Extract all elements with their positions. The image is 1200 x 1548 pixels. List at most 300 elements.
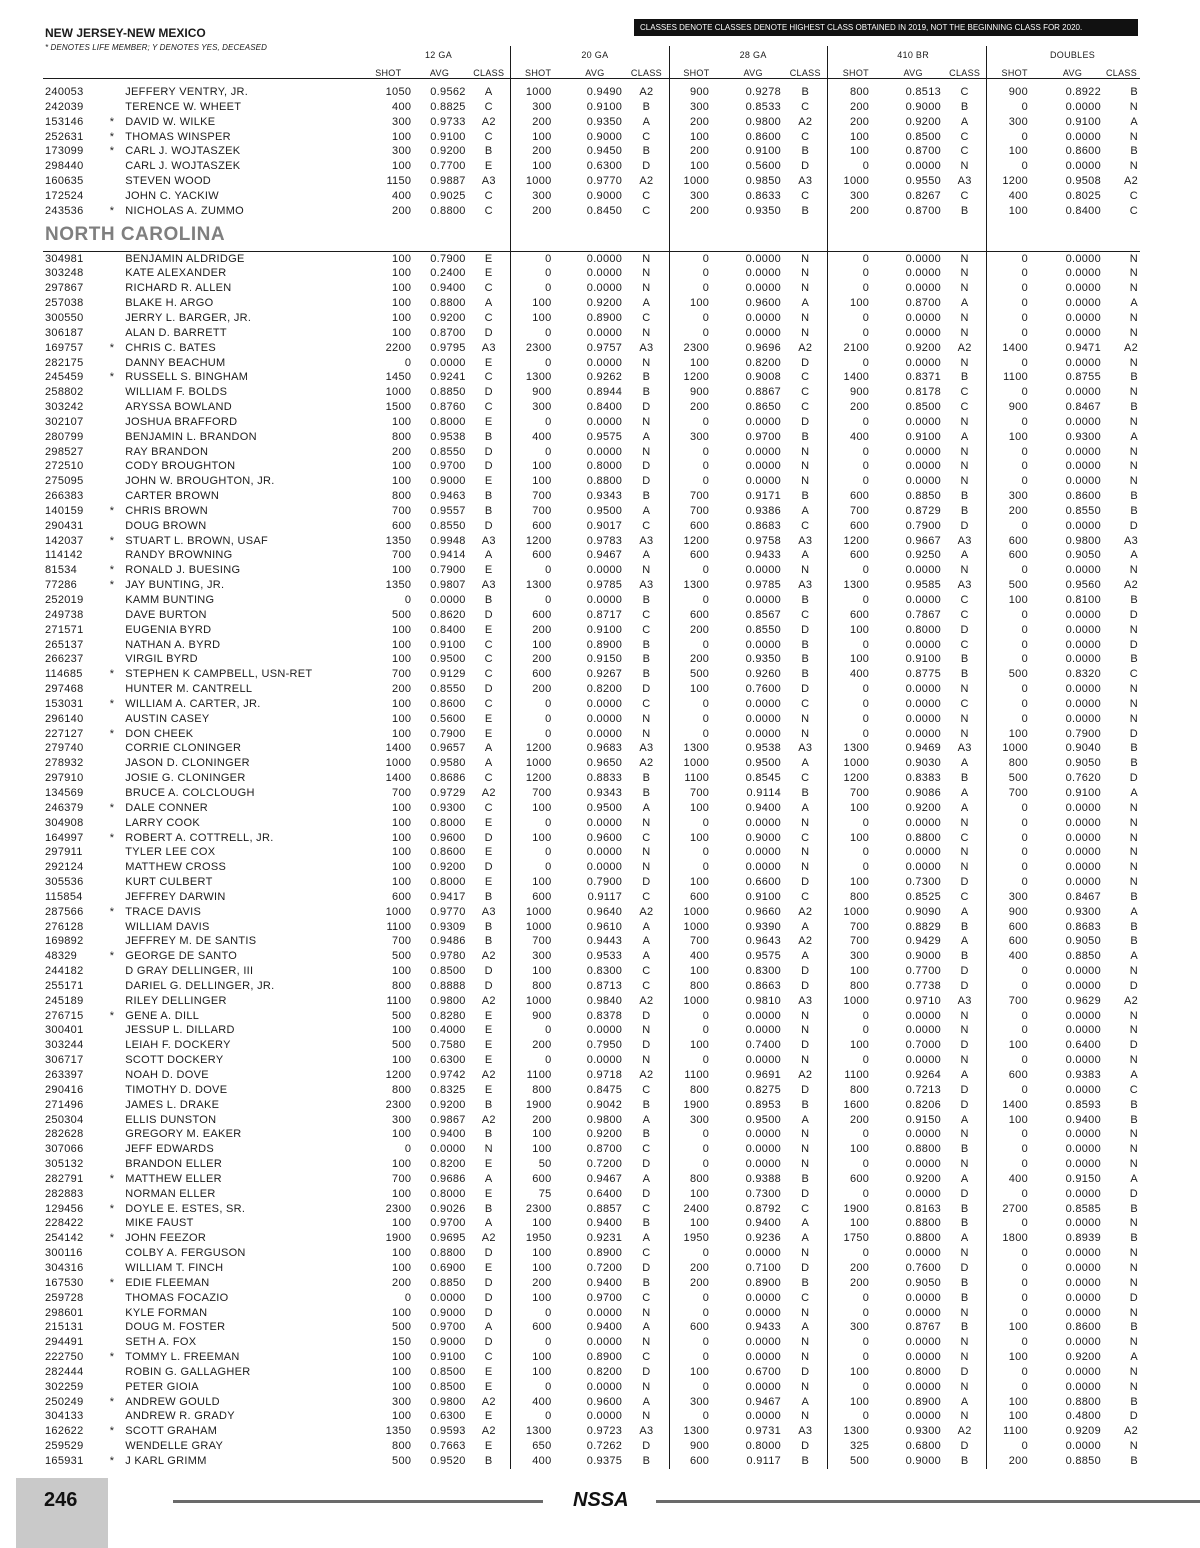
shot-12ga: 0 bbox=[404, 594, 412, 606]
class-28ga: A bbox=[801, 504, 810, 517]
avg-20ga: 0.9467 bbox=[586, 549, 623, 562]
class-28ga: B bbox=[801, 145, 810, 158]
avg-doubles: 0.8922 bbox=[1065, 86, 1102, 98]
life-member-mark bbox=[103, 415, 121, 430]
avg-20ga: 0.8200 bbox=[586, 1365, 623, 1378]
avg-28ga: 0.9350 bbox=[745, 204, 782, 217]
class-20ga: N bbox=[642, 356, 651, 369]
life-member-mark bbox=[103, 756, 121, 771]
shot-12ga: 1100 bbox=[386, 920, 412, 933]
shot-410: 100 bbox=[828, 1038, 883, 1053]
class-20ga: A3 bbox=[639, 1425, 654, 1438]
shot-doubles: 0 bbox=[987, 1187, 1042, 1202]
life-member-mark bbox=[103, 159, 121, 174]
member-id: 297911 bbox=[45, 846, 83, 859]
shot-12ga: 100 bbox=[392, 801, 412, 814]
shot-doubles: 900 bbox=[987, 85, 1042, 100]
shot-doubles: 600 bbox=[987, 534, 1042, 549]
shot-doubles: 700 bbox=[987, 786, 1042, 801]
member-id: 294491 bbox=[45, 1336, 84, 1349]
avg-410: 0.0000 bbox=[905, 712, 942, 725]
shot-20ga: 200 bbox=[510, 204, 565, 219]
shot-410: 0 bbox=[828, 682, 883, 697]
member-id: 243536 bbox=[45, 204, 84, 217]
class-doubles: C bbox=[1129, 1083, 1138, 1096]
table-row bbox=[43, 1038, 1140, 1053]
avg-20ga: 0.0000 bbox=[586, 252, 623, 265]
avg-12ga: 0.7900 bbox=[430, 564, 466, 577]
shot-410: 0 bbox=[828, 1187, 883, 1202]
avg-410: 0.8775 bbox=[905, 668, 942, 681]
shot-12ga: 100 bbox=[392, 460, 412, 473]
class-20ga: C bbox=[642, 890, 651, 903]
avg-20ga: 0.7200 bbox=[586, 1261, 623, 1274]
life-member-mark bbox=[103, 994, 121, 1009]
shooter-name: JAMES L. DRAKE bbox=[125, 1098, 220, 1111]
member-id: 252631 bbox=[45, 130, 84, 143]
avg-28ga: 0.9433 bbox=[745, 549, 782, 562]
avg-410: 0.9710 bbox=[905, 994, 942, 1007]
avg-doubles: 0.0000 bbox=[1065, 712, 1102, 725]
class-12ga: D bbox=[484, 965, 493, 978]
shot-doubles: 0 bbox=[987, 652, 1042, 667]
avg-doubles: 0.0000 bbox=[1065, 1143, 1102, 1156]
avg-410: 0.0000 bbox=[905, 638, 942, 651]
class-20ga: C bbox=[642, 519, 651, 532]
avg-20ga: 0.9343 bbox=[586, 786, 623, 799]
life-member-mark bbox=[103, 652, 121, 667]
class-20ga: B bbox=[642, 100, 651, 113]
shot-doubles: 0 bbox=[987, 266, 1042, 281]
shot-12ga: 800 bbox=[392, 1440, 412, 1453]
class-20ga: C bbox=[642, 1143, 651, 1156]
shot-20ga: 100 bbox=[510, 1365, 565, 1380]
class-28ga: N bbox=[801, 252, 810, 265]
shooter-name: STUART L. BROWN, USAF bbox=[125, 534, 269, 547]
shot-20ga: 100 bbox=[510, 1291, 565, 1306]
avg-doubles: 0.0000 bbox=[1065, 460, 1102, 473]
member-id: 266383 bbox=[45, 490, 84, 503]
avg-12ga: 0.9800 bbox=[430, 994, 466, 1007]
class-410: B bbox=[960, 504, 969, 517]
shot-12ga: 200 bbox=[392, 1276, 412, 1289]
class-doubles: B bbox=[1130, 935, 1138, 948]
avg-doubles: 0.9400 bbox=[1065, 1113, 1102, 1126]
life-member-mark: * bbox=[109, 1232, 115, 1245]
class-28ga: A bbox=[801, 950, 810, 963]
footer-rule-right bbox=[656, 1500, 1200, 1503]
avg-12ga: 0.8600 bbox=[430, 697, 466, 710]
table-row bbox=[43, 905, 1140, 920]
shot-410: 1300 bbox=[828, 741, 883, 756]
shot-doubles: 300 bbox=[987, 115, 1042, 130]
shot-28ga: 600 bbox=[669, 890, 723, 905]
shot-28ga: 300 bbox=[669, 189, 723, 204]
shot-doubles: 600 bbox=[987, 934, 1042, 949]
shot-20ga: 200 bbox=[510, 1113, 565, 1128]
shooter-name: BENJAMIN L. BRANDON bbox=[125, 430, 257, 443]
avg-20ga: 0.0000 bbox=[586, 697, 623, 710]
class-20ga: N bbox=[642, 252, 651, 265]
class-doubles: A2 bbox=[1123, 175, 1138, 188]
class-20ga: D bbox=[642, 876, 651, 889]
avg-28ga: 0.9731 bbox=[745, 1425, 782, 1438]
class-410: A2 bbox=[957, 1425, 972, 1438]
avg-doubles: 0.8025 bbox=[1065, 189, 1102, 202]
shot-20ga: 600 bbox=[510, 608, 565, 623]
shot-28ga: 1000 bbox=[669, 905, 723, 920]
avg-28ga: 0.0000 bbox=[745, 1247, 782, 1260]
avg-20ga: 0.8900 bbox=[586, 311, 623, 324]
avg-410: 0.8513 bbox=[905, 86, 942, 98]
shot-410: 0 bbox=[828, 266, 883, 281]
shot-12ga: 400 bbox=[392, 189, 412, 202]
class-28ga: N bbox=[801, 727, 810, 740]
shot-28ga: 0 bbox=[669, 1142, 723, 1157]
shot-28ga: 0 bbox=[669, 415, 723, 430]
class-20ga: B bbox=[642, 1276, 651, 1289]
avg-410: 0.0000 bbox=[905, 564, 942, 577]
shot-doubles: 1800 bbox=[987, 1231, 1042, 1246]
shot-28ga: 900 bbox=[669, 385, 723, 400]
shot-doubles: 0 bbox=[987, 712, 1042, 727]
shooter-name: RANDY BROWNING bbox=[125, 549, 233, 562]
class-doubles: N bbox=[1129, 876, 1138, 889]
class-410: A bbox=[960, 549, 969, 562]
avg-12ga: 0.8400 bbox=[430, 623, 466, 636]
shooter-name: KYLE FORMAN bbox=[125, 1306, 208, 1319]
class-410: N bbox=[960, 445, 969, 458]
shot-12ga: 100 bbox=[392, 1024, 412, 1037]
class-doubles: N bbox=[1129, 1158, 1138, 1171]
class-12ga: C bbox=[484, 668, 493, 681]
avg-12ga: 0.8686 bbox=[430, 772, 466, 785]
avg-410: 0.0000 bbox=[905, 1187, 942, 1200]
avg-doubles: 0.0000 bbox=[1065, 876, 1102, 889]
avg-28ga: 0.9467 bbox=[745, 1395, 782, 1408]
class-doubles: D bbox=[1129, 638, 1138, 651]
shot-28ga: 0 bbox=[669, 445, 723, 460]
class-20ga: A3 bbox=[639, 579, 654, 592]
class-410: C bbox=[960, 890, 969, 903]
class-12ga: E bbox=[484, 1261, 493, 1274]
class-doubles: A bbox=[1130, 786, 1138, 799]
avg-12ga: 0.9807 bbox=[430, 579, 466, 592]
shot-28ga: 100 bbox=[669, 1038, 723, 1053]
table-row bbox=[43, 1127, 1140, 1142]
shooter-name: RONALD J. BUESING bbox=[125, 564, 241, 577]
avg-20ga: 0.9757 bbox=[586, 341, 623, 354]
table-row bbox=[43, 144, 1140, 159]
shooter-name: DAVE BURTON bbox=[125, 608, 207, 621]
class-12ga: B bbox=[484, 935, 493, 948]
table-row bbox=[43, 638, 1140, 653]
shot-doubles: 0 bbox=[987, 623, 1042, 638]
shot-410: 100 bbox=[828, 1395, 883, 1410]
member-id: 304316 bbox=[45, 1261, 84, 1274]
avg-20ga: 0.9650 bbox=[586, 757, 623, 770]
avg-28ga: 0.9388 bbox=[745, 1172, 782, 1185]
shot-28ga: 100 bbox=[669, 964, 723, 979]
shooter-name: WENDELLE GRAY bbox=[125, 1440, 224, 1453]
life-member-mark bbox=[103, 1409, 121, 1424]
life-member-mark: * bbox=[109, 950, 115, 963]
class-28ga: D bbox=[801, 356, 810, 369]
group-410-label: 410 BR bbox=[897, 50, 930, 60]
avg-28ga: 0.9171 bbox=[745, 490, 782, 503]
class-doubles: N bbox=[1129, 1143, 1138, 1156]
class-410: B bbox=[960, 920, 969, 933]
class-doubles: A bbox=[1130, 297, 1138, 310]
member-id: 282883 bbox=[45, 1187, 84, 1200]
class-20ga: A2 bbox=[639, 905, 654, 918]
shot-doubles: 0 bbox=[987, 251, 1042, 266]
avg-doubles: 0.0000 bbox=[1065, 1009, 1102, 1022]
class-410: A bbox=[960, 1069, 969, 1081]
life-member-mark bbox=[103, 1023, 121, 1038]
shot-20ga: 200 bbox=[510, 1038, 565, 1053]
class-12ga: D bbox=[484, 683, 493, 696]
class-12ga: E bbox=[484, 623, 493, 636]
avg-12ga: 0.8550 bbox=[430, 519, 466, 532]
avg-28ga: 0.9700 bbox=[745, 430, 782, 443]
avg-28ga: 0.0000 bbox=[745, 460, 782, 473]
avg-28ga: 0.9400 bbox=[745, 1217, 782, 1230]
shot-doubles: 1200 bbox=[987, 174, 1042, 189]
shooter-name: NATHAN A. BYRD bbox=[125, 638, 221, 651]
shot-28ga: 100 bbox=[669, 831, 723, 846]
avg-410: 0.7000 bbox=[905, 1039, 942, 1052]
avg-28ga: 0.8600 bbox=[745, 130, 782, 143]
shot-410: 0 bbox=[828, 845, 883, 860]
member-id: 169757 bbox=[45, 341, 84, 354]
member-id: 290416 bbox=[45, 1083, 84, 1096]
shot-410: 0 bbox=[828, 459, 883, 474]
avg-doubles: 0.0000 bbox=[1065, 252, 1102, 265]
col-class: CLASS bbox=[1103, 60, 1140, 79]
shot-28ga: 0 bbox=[669, 1127, 723, 1142]
class-410: C bbox=[960, 401, 969, 414]
shooter-name: CORRIE CLONINGER bbox=[125, 742, 242, 755]
avg-410: 0.9090 bbox=[905, 905, 942, 918]
avg-doubles: 0.0000 bbox=[1065, 697, 1102, 710]
shot-doubles: 0 bbox=[987, 875, 1042, 890]
class-410: N bbox=[960, 1410, 969, 1423]
avg-doubles: 0.0000 bbox=[1065, 1336, 1102, 1349]
table-row bbox=[43, 563, 1140, 578]
class-410: D bbox=[960, 876, 969, 889]
avg-20ga: 0.0000 bbox=[586, 1336, 623, 1349]
avg-doubles: 0.0000 bbox=[1065, 1083, 1102, 1096]
class-doubles: A2 bbox=[1123, 579, 1138, 592]
life-member-mark: * bbox=[109, 668, 115, 681]
avg-28ga: 0.0000 bbox=[745, 252, 782, 265]
section-header-row bbox=[43, 219, 1140, 252]
class-20ga: A2 bbox=[639, 757, 654, 770]
shooter-name: JESSUP L. DILLARD bbox=[125, 1024, 235, 1037]
class-410: D bbox=[960, 979, 969, 992]
life-member-mark bbox=[103, 1038, 121, 1053]
class-410: N bbox=[960, 356, 969, 369]
shot-410: 0 bbox=[828, 697, 883, 712]
class-410: A3 bbox=[957, 579, 972, 592]
class-410: A bbox=[960, 115, 969, 128]
avg-doubles: 0.0000 bbox=[1065, 564, 1102, 577]
class-12ga: B bbox=[484, 1454, 493, 1467]
shooter-name: JOHN C. YACKIW bbox=[125, 189, 219, 202]
avg-410: 0.7738 bbox=[905, 979, 942, 992]
avg-12ga: 0.7580 bbox=[430, 1039, 466, 1052]
avg-20ga: 0.8833 bbox=[586, 772, 623, 785]
member-id: 282628 bbox=[45, 1128, 84, 1141]
shot-28ga: 0 bbox=[669, 266, 723, 281]
avg-20ga: 0.7950 bbox=[586, 1039, 623, 1052]
shooter-name: RILEY DELLINGER bbox=[125, 994, 227, 1007]
shot-12ga: 100 bbox=[392, 831, 412, 844]
shot-doubles: 0 bbox=[987, 1261, 1042, 1276]
avg-410: 0.0000 bbox=[905, 1291, 942, 1304]
class-20ga: C bbox=[642, 1083, 651, 1096]
shot-12ga: 0 bbox=[404, 356, 412, 369]
shot-28ga: 0 bbox=[669, 474, 723, 489]
class-12ga: A2 bbox=[481, 950, 496, 963]
table-row bbox=[43, 934, 1140, 949]
avg-28ga: 0.0000 bbox=[745, 1380, 782, 1393]
class-28ga: N bbox=[801, 1247, 810, 1260]
shot-410: 100 bbox=[828, 875, 883, 890]
life-member-mark bbox=[103, 311, 121, 326]
life-member-mark: * bbox=[109, 115, 115, 128]
avg-28ga: 0.8275 bbox=[745, 1083, 782, 1096]
avg-410: 0.0000 bbox=[905, 445, 942, 458]
shot-28ga: 700 bbox=[669, 489, 723, 504]
shot-28ga: 200 bbox=[669, 652, 723, 667]
avg-doubles: 0.0000 bbox=[1065, 519, 1102, 532]
life-member-mark bbox=[103, 400, 121, 415]
class-doubles: A2 bbox=[1123, 341, 1138, 354]
class-12ga: A bbox=[484, 549, 493, 562]
member-id: 271496 bbox=[45, 1098, 84, 1111]
class-28ga: A3 bbox=[798, 579, 813, 592]
class-20ga: D bbox=[642, 683, 651, 696]
avg-28ga: 0.8633 bbox=[745, 189, 782, 202]
shot-12ga: 1500 bbox=[385, 401, 412, 414]
avg-doubles: 0.9209 bbox=[1065, 1425, 1102, 1438]
class-410: N bbox=[960, 816, 969, 829]
class-doubles: N bbox=[1129, 1336, 1138, 1349]
avg-12ga: 0.9309 bbox=[430, 920, 466, 933]
avg-28ga: 0.0000 bbox=[745, 712, 782, 725]
avg-doubles: 0.0000 bbox=[1065, 1380, 1102, 1393]
class-20ga: N bbox=[642, 415, 651, 428]
shooter-name: D GRAY DELLINGER, III bbox=[125, 965, 254, 978]
shooter-name: ANDREW R. GRADY bbox=[125, 1410, 235, 1423]
class-12ga: E bbox=[484, 1054, 493, 1067]
class-doubles: A bbox=[1130, 950, 1138, 963]
class-20ga: N bbox=[642, 1306, 651, 1319]
class-28ga: N bbox=[801, 1380, 810, 1393]
shot-doubles: 600 bbox=[987, 548, 1042, 563]
class-12ga: C bbox=[484, 204, 493, 217]
avg-doubles: 0.0000 bbox=[1065, 356, 1102, 369]
avg-20ga: 0.9800 bbox=[586, 1113, 623, 1126]
shot-20ga: 0 bbox=[510, 816, 565, 831]
shot-28ga: 1000 bbox=[669, 994, 723, 1009]
member-id: 77286 bbox=[45, 579, 78, 592]
shot-12ga: 150 bbox=[392, 1336, 412, 1349]
shot-12ga: 300 bbox=[392, 145, 412, 158]
shot-20ga: 100 bbox=[510, 1261, 565, 1276]
class-28ga: C bbox=[801, 130, 810, 143]
shot-410: 200 bbox=[828, 1261, 883, 1276]
avg-28ga: 0.9800 bbox=[745, 115, 782, 128]
shot-12ga: 100 bbox=[392, 282, 412, 295]
shot-410: 400 bbox=[828, 667, 883, 682]
shot-12ga: 100 bbox=[392, 475, 412, 488]
class-410: N bbox=[960, 415, 969, 428]
avg-28ga: 0.6600 bbox=[745, 876, 782, 889]
class-28ga: A3 bbox=[798, 1425, 813, 1438]
class-12ga: D bbox=[484, 1247, 493, 1260]
shot-20ga: 0 bbox=[510, 251, 565, 266]
avg-20ga: 0.8475 bbox=[586, 1083, 623, 1096]
shot-410: 0 bbox=[828, 1009, 883, 1024]
shot-12ga: 100 bbox=[392, 638, 412, 651]
shooter-name: SCOTT DOCKERY bbox=[125, 1054, 224, 1067]
class-12ga: E bbox=[484, 564, 493, 577]
shooter-name: LARRY COOK bbox=[125, 816, 200, 829]
avg-12ga: 0.9000 bbox=[430, 1306, 466, 1319]
shot-410: 100 bbox=[828, 831, 883, 846]
avg-20ga: 0.9600 bbox=[586, 831, 623, 844]
class-28ga: A2 bbox=[798, 1069, 813, 1081]
shot-20ga: 650 bbox=[510, 1439, 565, 1454]
shot-410: 1000 bbox=[828, 905, 883, 920]
class-28ga: A bbox=[801, 801, 810, 814]
avg-12ga: 0.9000 bbox=[430, 475, 466, 488]
shot-20ga: 0 bbox=[510, 712, 565, 727]
avg-20ga: 0.6400 bbox=[586, 1187, 623, 1200]
class-20ga: B bbox=[642, 371, 651, 384]
shot-12ga: 1050 bbox=[385, 86, 412, 98]
class-410: N bbox=[960, 160, 969, 173]
member-id: 246379 bbox=[45, 801, 84, 814]
shot-20ga: 0 bbox=[510, 356, 565, 371]
shot-12ga: 500 bbox=[392, 1009, 412, 1022]
class-28ga: N bbox=[801, 564, 810, 577]
shot-28ga: 0 bbox=[669, 281, 723, 296]
shot-doubles: 0 bbox=[987, 845, 1042, 860]
shot-20ga: 100 bbox=[510, 801, 565, 816]
class-doubles: B bbox=[1130, 1098, 1138, 1111]
shooter-name: PETER GIOIA bbox=[125, 1380, 199, 1393]
avg-20ga: 0.0000 bbox=[586, 846, 623, 859]
shooter-name: TRACE DAVIS bbox=[125, 905, 202, 918]
shooter-name: MATTHEW ELLER bbox=[125, 1172, 222, 1185]
shot-28ga: 300 bbox=[669, 1395, 723, 1410]
life-member-mark: * bbox=[109, 534, 115, 547]
shot-20ga: 100 bbox=[510, 1350, 565, 1365]
shot-12ga: 800 bbox=[392, 430, 412, 443]
avg-20ga: 0.0000 bbox=[586, 712, 623, 725]
shot-20ga: 100 bbox=[510, 311, 565, 326]
shooter-name: JAY BUNTING, JR. bbox=[125, 579, 225, 592]
class-20ga: C bbox=[642, 1202, 651, 1215]
class-28ga: C bbox=[801, 519, 810, 532]
shot-doubles: 0 bbox=[987, 296, 1042, 311]
table-row bbox=[43, 251, 1140, 266]
table-row bbox=[43, 1172, 1140, 1187]
